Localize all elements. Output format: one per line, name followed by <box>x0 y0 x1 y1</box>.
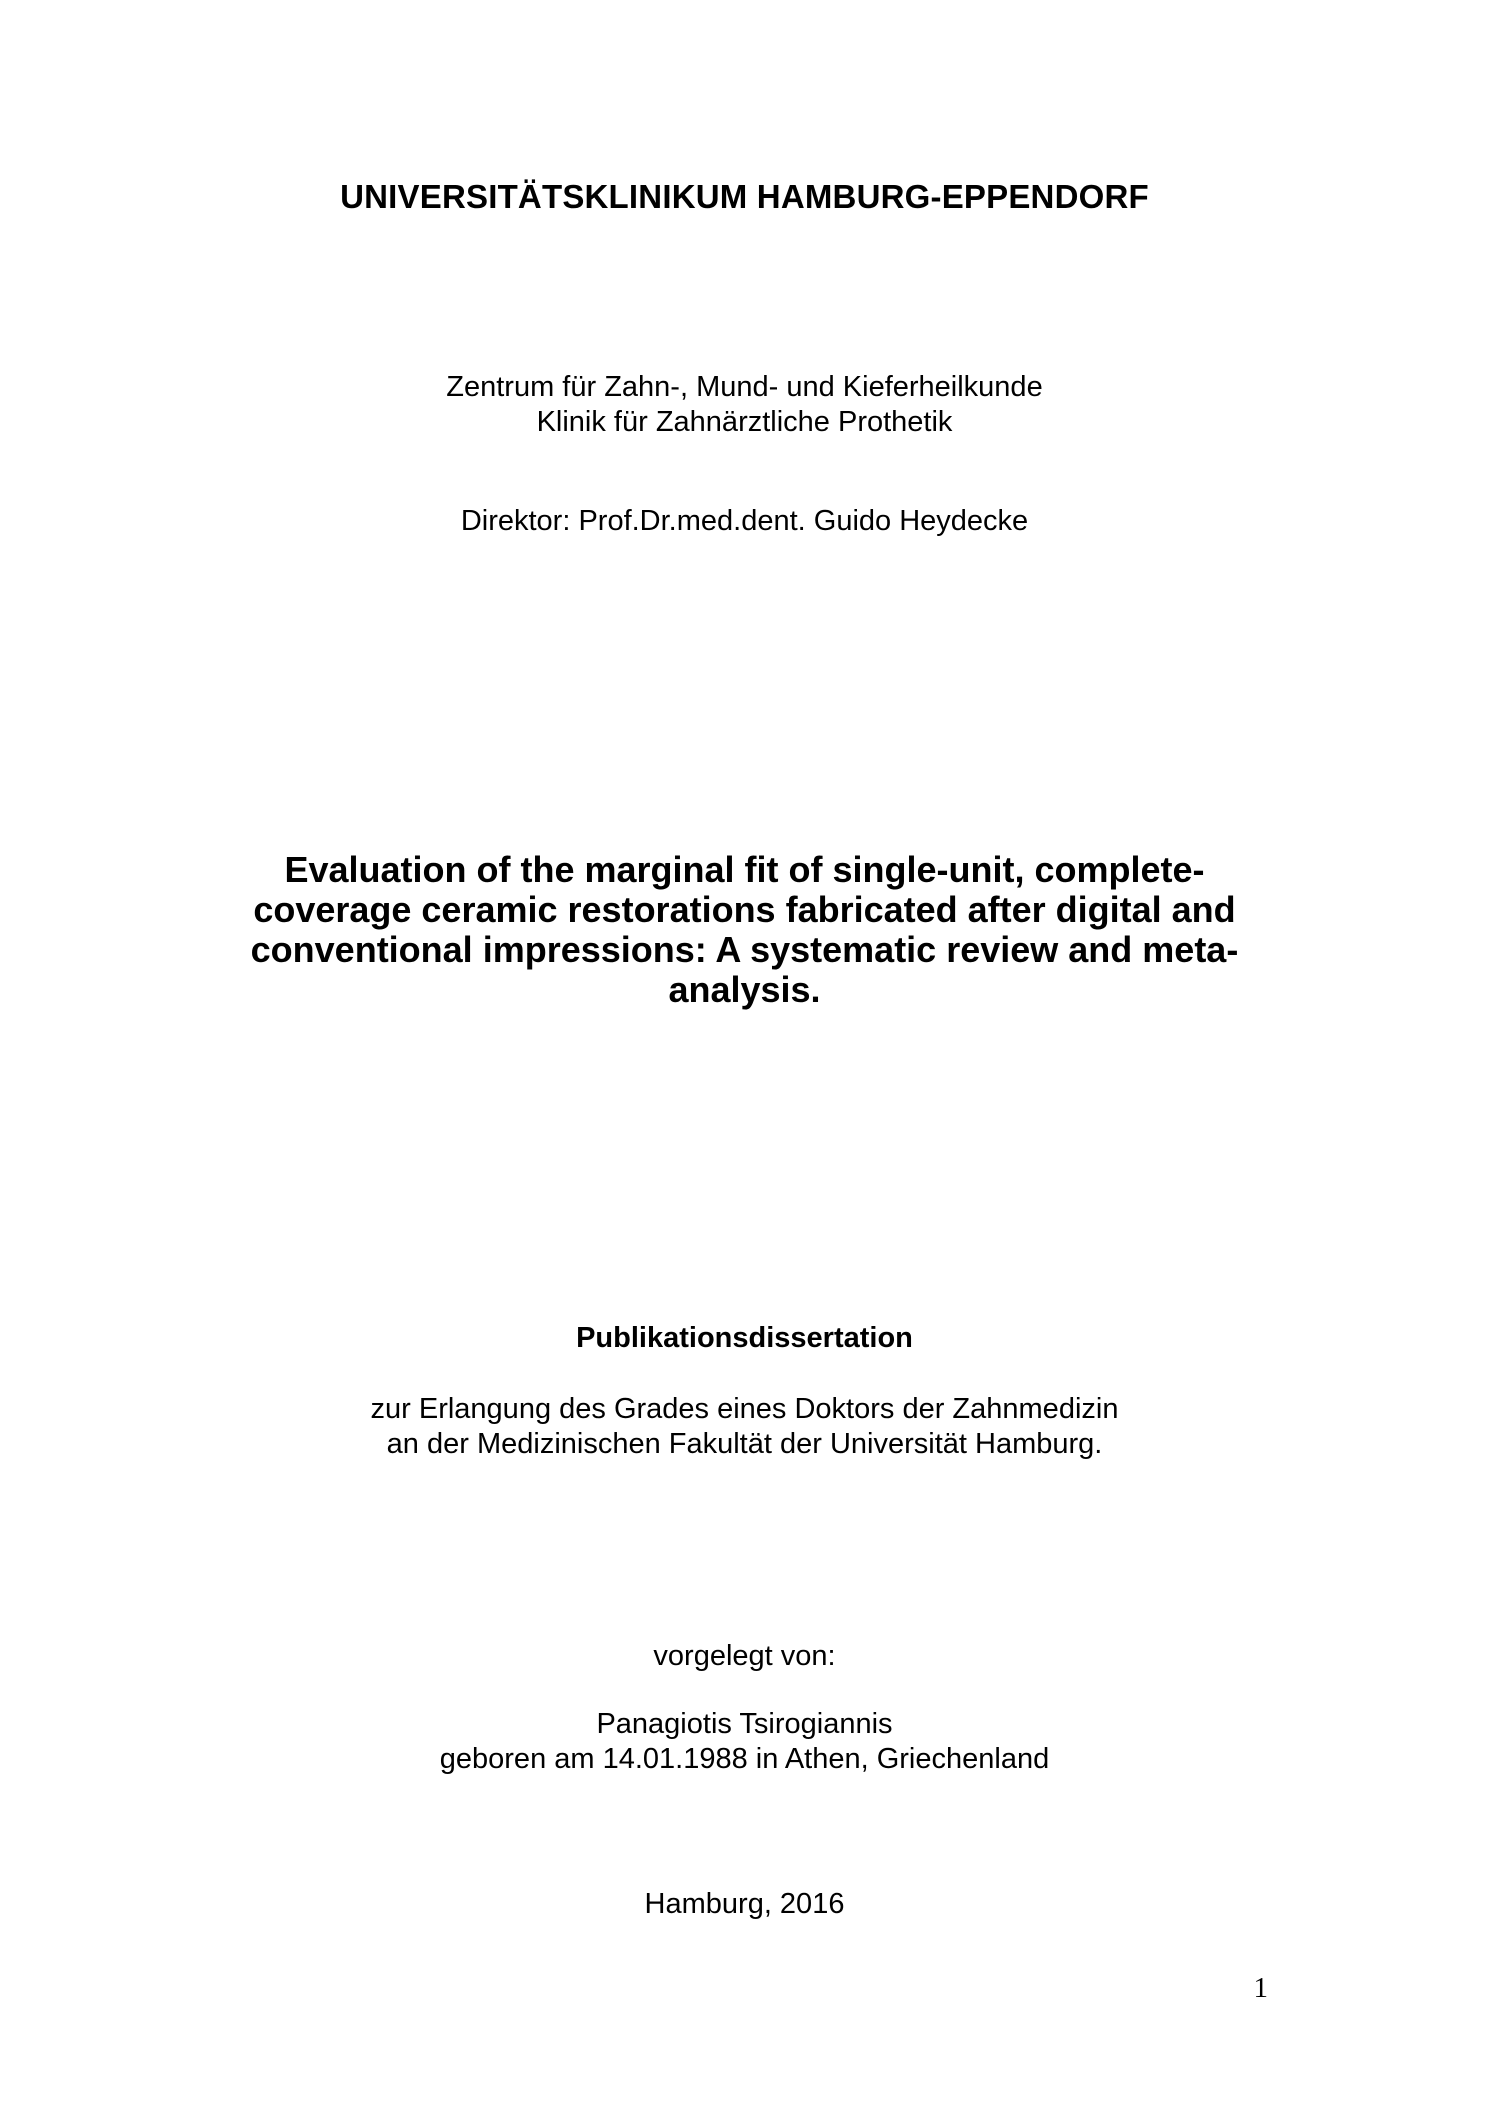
thesis-title <box>0 850 1489 1010</box>
department-block <box>0 370 1489 440</box>
author-block <box>0 1707 1489 1777</box>
document-type: Publikationsdissertation <box>576 1322 913 1354</box>
purpose-line: zur Erlangung des Grades eines Doktors der Zahnmedizin <box>370 1393 1119 1425</box>
clinic-name: Klinik für Zahnärztliche Prothetik <box>536 406 953 438</box>
page-number: 1 <box>1253 1972 1268 2004</box>
title-line: Evaluation of the marginal fit of single-unit, complete- <box>284 849 1205 890</box>
center-name: Zentrum für Zahn-, Mund- und Kieferheilkunde <box>446 371 1043 403</box>
title-line: coverage ceramic restorations fabricated after digital and <box>253 889 1236 930</box>
author-birth-info: geboren am 14.01.1988 in Athen, Griechenland <box>439 1743 1050 1775</box>
title-line: analysis. <box>668 969 821 1010</box>
title-line: conventional impressions: A systematic review and meta- <box>250 929 1239 970</box>
purpose-line: an der Medizinischen Fakultät der Universität Hamburg. <box>386 1428 1103 1460</box>
university-heading: UNIVERSITÄTSKLINIKUM HAMBURG-EPPENDORF <box>340 178 1149 215</box>
director-line: Direktor: Prof.Dr.med.dent. Guido Heydecke <box>460 505 1029 537</box>
submitted-by-label: vorgelegt von: <box>653 1640 836 1672</box>
degree-purpose <box>0 1392 1489 1462</box>
author-name: Panagiotis Tsirogiannis <box>596 1708 893 1740</box>
place-and-year: Hamburg, 2016 <box>644 1888 845 1920</box>
